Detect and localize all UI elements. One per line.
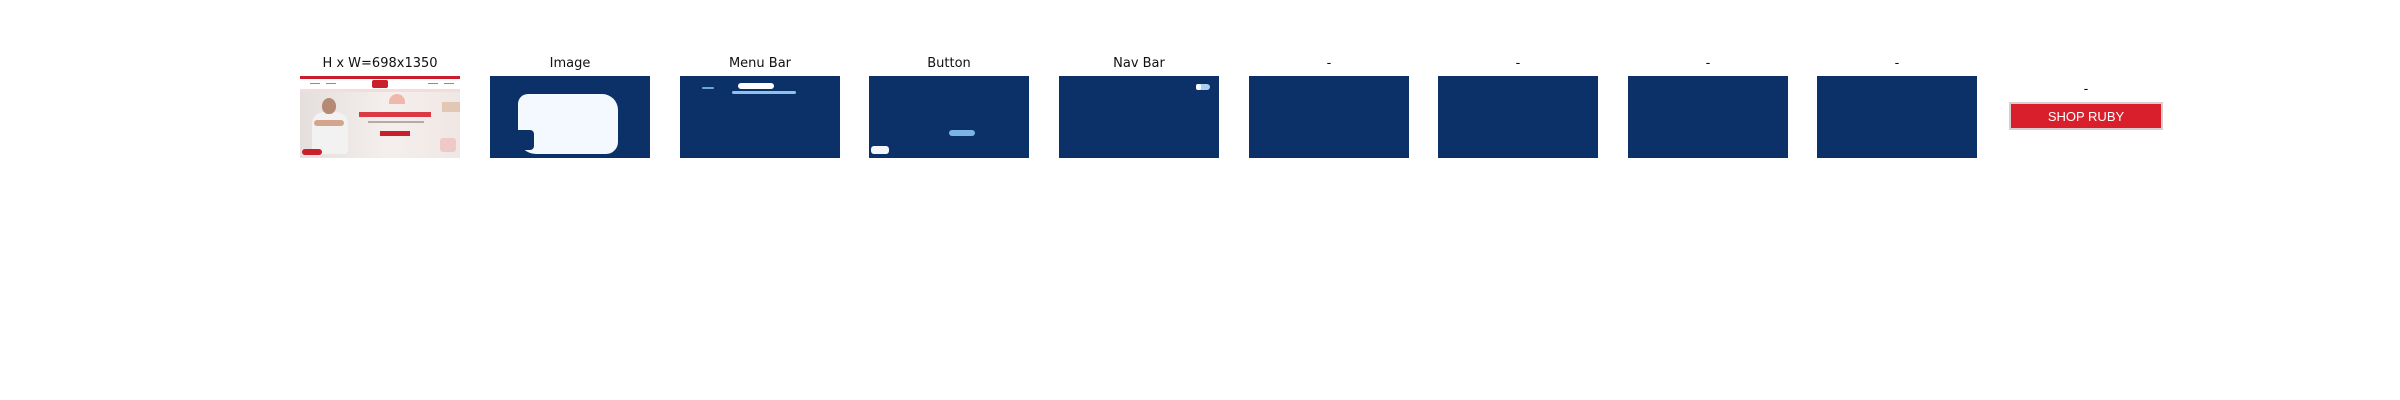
- menu-tick: [428, 83, 438, 84]
- button-region: [871, 146, 889, 154]
- panel-image-mask: [490, 56, 650, 72]
- mask-image: [680, 76, 840, 158]
- panel-title: -: [1705, 56, 1711, 71]
- promo-pill: [302, 149, 322, 155]
- menu-tick: [326, 83, 336, 84]
- menu-tick: [444, 83, 454, 84]
- menu-bar: [300, 79, 460, 89]
- image-region-notch: [514, 130, 534, 150]
- button-region: [949, 130, 975, 136]
- panel-button-mask: [869, 56, 1029, 72]
- panel-title: H x W=698x1350: [322, 56, 438, 71]
- panel-title: Image: [549, 56, 591, 71]
- model-arm: [314, 120, 344, 126]
- panel-title: -: [1894, 56, 1900, 71]
- brand-logo: [372, 80, 388, 88]
- menu-region: [732, 91, 796, 94]
- panel-empty-mask: [1249, 56, 1409, 72]
- mask-image: [1059, 76, 1219, 158]
- panel-menu-bar-mask: [680, 56, 840, 72]
- shop-ruby-label: SHOP RUBY: [2047, 108, 2125, 124]
- website-thumbnail: [300, 76, 460, 158]
- panel-title: -: [1326, 56, 1332, 71]
- mask-image: [1249, 76, 1409, 158]
- hero-subline: [368, 121, 424, 123]
- panel-empty-mask: [1817, 56, 1977, 72]
- panel-crop: [2006, 82, 2166, 124]
- menu-tick: [310, 83, 320, 84]
- panel-title: Button: [927, 56, 971, 71]
- panel-title: Nav Bar: [1113, 56, 1165, 71]
- mask-image: [869, 76, 1029, 158]
- panel-source: [300, 56, 460, 72]
- menu-region: [738, 83, 774, 89]
- menu-region: [702, 87, 714, 89]
- panel-nav-bar-mask: [1059, 56, 1219, 72]
- hero-shop-button: [380, 131, 410, 136]
- panel-empty-mask: [1628, 56, 1788, 72]
- model-body: [312, 112, 348, 154]
- panel-title: -: [1515, 56, 1521, 71]
- mask-image: [1817, 76, 1977, 158]
- shop-ruby-button-crop: [2009, 102, 2163, 130]
- shelf: [442, 102, 460, 112]
- mask-image: [1438, 76, 1598, 158]
- mask-image: [1628, 76, 1788, 158]
- sun-graphic: [389, 94, 405, 104]
- model-head: [322, 98, 336, 114]
- mask-image: [490, 76, 650, 158]
- chair: [440, 138, 456, 152]
- nav-region: [1196, 84, 1201, 90]
- panel-title: Menu Bar: [728, 56, 792, 71]
- panel-title: -: [2083, 82, 2089, 97]
- hero-headline: [359, 112, 431, 117]
- panel-empty-mask: [1438, 56, 1598, 72]
